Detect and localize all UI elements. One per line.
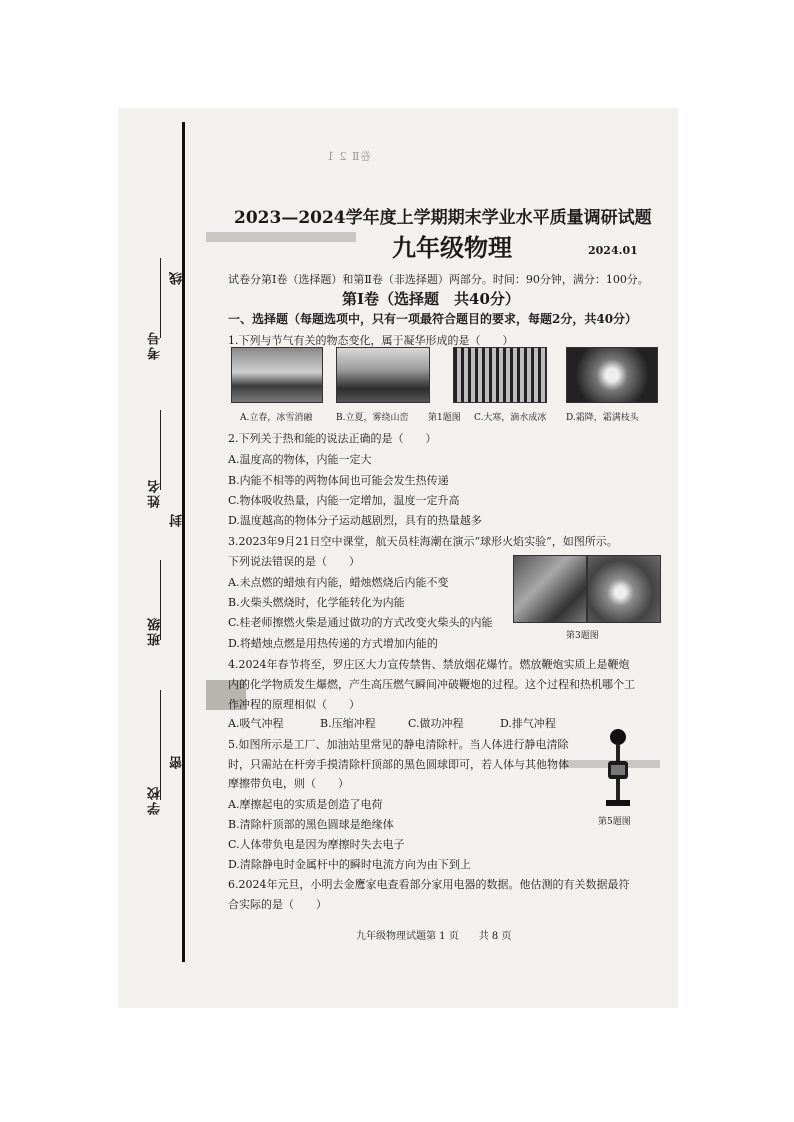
field-exam-number: 考号 (148, 330, 163, 360)
scan-noise (206, 232, 356, 242)
question-4-stem-line-1: 4.2024年春节将至，罗庄区大力宣传禁售、禁放烟花爆竹。燃放鞭炮实质上是鞭炮 (228, 658, 630, 671)
figure-3-caption: 第3题图 (566, 631, 599, 641)
figure-1-caption: 第1题图 (428, 413, 461, 423)
seal-word-line: 线 (170, 272, 185, 285)
exam-subtitle: 九年级物理 (392, 233, 512, 262)
question-3-option-a: A.未点燃的蜡烛有内能，蜡烛燃烧后内能不变 (228, 576, 449, 589)
photo-spherical-flame (587, 555, 661, 623)
field-name: 姓名 (148, 478, 163, 508)
seal-word-close: 密 (170, 756, 185, 769)
caption-c: C.大寒，滴水成冰 (474, 413, 547, 423)
question-2-option-c: C.物体吸收热量，内能一定增加，温度一定升高 (228, 494, 460, 507)
field-school: 学校 (148, 785, 163, 815)
question-4-stem-line-2: 内的化学物质发生爆燃，产生高压燃气瞬间冲破鞭炮的过程。这个过程和热机哪个工 (228, 678, 635, 691)
photo-frost-branch (566, 347, 658, 403)
caption-b: B.立夏，雾绕山峦 (336, 413, 409, 423)
exam-instructions: 试卷分第Ⅰ卷（选择题）和第Ⅱ卷（非选择题）两部分。时间：90分钟，满分：100分。 (228, 273, 649, 286)
exam-date: 2024.01 (588, 244, 638, 257)
question-1-stem: 1.下列与节气有关的物态变化，属于凝华形成的是（ ） (228, 334, 514, 347)
photo-astronaut (513, 555, 587, 623)
photo-spring-ice (231, 347, 323, 403)
question-3-option-c: C.桂老师擦燃火柴是通过做功的方式改变火柴头的内能 (228, 616, 493, 629)
blank-line (160, 690, 161, 800)
question-4-option-a: A.吸气冲程 (228, 717, 284, 730)
page-footer: 九年级物理试题第 1 页 共 8 页 (356, 931, 512, 942)
photo-mountain-fog (336, 347, 430, 403)
question-5-stem-line-2: 时，只需站在杆旁手摸清除杆顶部的黑色圆球即可，若人体与其他物体 (228, 758, 569, 771)
seal-word-seal: 封 (170, 514, 185, 527)
figure-5-caption: 第5题图 (598, 817, 631, 827)
question-5-option-b: B.清除杆顶部的黑色圆球是绝缘体 (228, 818, 394, 831)
field-class: 班级 (148, 616, 163, 646)
question-3-stem-line-2: 下列说法错误的是（ ） (228, 555, 360, 568)
question-5-option-d: D.清除静电时金属杆中的瞬时电流方向为由下到上 (228, 858, 471, 871)
question-6-stem-line-1: 6.2024年元旦，小明去金鹰家电查看部分家用电器的数据。他估测的有关数据最符 (228, 878, 630, 891)
question-4-option-c: C.做功冲程 (408, 717, 464, 730)
exam-title: 2023—2024学年度上学期期末学业水平质量调研试题 (234, 208, 652, 228)
question-5-option-c: C.人体带负电是因为摩擦时失去电子 (228, 838, 405, 851)
question-2-stem: 2.下列关于热和能的说法正确的是（ ） (228, 432, 437, 445)
question-5-option-a: A.摩擦起电的实质是创造了电荷 (228, 798, 383, 811)
question-2-option-b: B.内能不相等的两物体间也可能会发生热传递 (228, 474, 449, 487)
bleed-through-text: 卷Ⅱ 2 1 (326, 150, 372, 163)
question-2-option-a: A.温度高的物体，内能一定大 (228, 453, 372, 466)
photo-icicles (453, 347, 547, 403)
question-6-stem-line-2: 合实际的是（ ） (228, 898, 327, 911)
question-4-option-b: B.压缩冲程 (320, 717, 376, 730)
question-3-option-d: D.将蜡烛点燃是用热传递的方式增加内能的 (228, 637, 438, 650)
question-3-option-b: B.火柴头燃烧时，化学能转化为内能 (228, 596, 405, 609)
question-5-stem-line-3: 摩擦带负电，则（ ） (228, 777, 349, 790)
section-heading: 一、选择题（每题选项中，只有一项最符合题目的要求，每题2分，共40分） (228, 312, 638, 326)
question-5-stem-line-1: 5.如图所示是工厂、加油站里常见的静电清除杆。当人体进行静电清除 (228, 738, 569, 751)
question-3-stem-line-1: 3.2023年9月21日空中课堂，航天员桂海潮在演示“球形火焰实验”，如图所示。 (228, 535, 618, 548)
caption-a: A.立春，冰雪消融 (240, 413, 313, 423)
blank-line (160, 258, 161, 338)
question-4-option-d: D.排气冲程 (500, 717, 556, 730)
question-4-stem-line-3: 作冲程的原理相似（ ） (228, 698, 360, 711)
part-heading: 第Ⅰ卷（选择题 共40分） (342, 290, 520, 308)
binding-line (182, 122, 185, 962)
caption-d: D.霜降，霜满枝头 (566, 413, 639, 423)
static-eliminator-figure (598, 728, 638, 812)
question-2-option-d: D.温度越高的物体分子运动越剧烈，具有的热量越多 (228, 514, 482, 527)
